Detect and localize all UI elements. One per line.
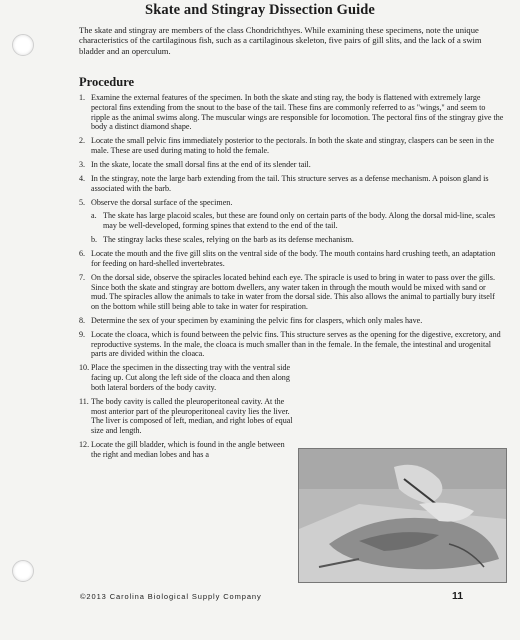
step-number: 6. [79, 249, 86, 259]
step-text: Observe the dorsal surface of the specimen. [91, 197, 233, 207]
step-text: Place the specimen in the dissecting tray with the ventral side facing up. Cut along the left side of the cloaca and then along both lateral borders of the body cavity. [91, 363, 291, 392]
step-text: On the dorsal side, observe the spiracles located behind each eye. The spiracle is used to bring in water to pass over the gills. Since both the skate and stingray are bottom dwellers, any water taken in through the mouth would be mixed with sand or mud. The spiracles allow the animals to take in water from the dorsal side. This also allows the animal to partially bury itself on the bottom while still being able to take in water for respiration. [91, 272, 495, 311]
step-text: Examine the external features of the specimen. In both the skate and sting ray, the body is flattened with extremely large pectoral fins extending from the snout to the base of the tail. These fins are commonly referred to as "wings," and seem to ripple as the animal swims along. The muscular wings are responsible for locomotion. The pectoral fins of the stingray give the body a distinct diamond shape. [91, 93, 504, 132]
procedure-list [79, 93, 504, 464]
substep-b [79, 235, 504, 245]
step-12 [79, 440, 296, 460]
step-number: 12. [79, 439, 90, 449]
step-1 [79, 93, 504, 132]
step-text: Determine the sex of your specimen by examining the pelvic fins for claspers, which only males have. [91, 315, 423, 325]
step-text: The body cavity is called the pleuroperitoneal cavity. At the most anterior part of the pleuroperitoneal cavity lies the liver. The liver is composed of left, median, and right lobes of equal size and length. [91, 396, 293, 435]
substep-a [79, 211, 504, 231]
step-text: Locate the gill bladder, which is found in the angle between the right and median lobes and has a [91, 439, 285, 459]
dissection-photo [298, 448, 507, 583]
step-number: 9. [79, 329, 86, 339]
step-number: 1. [79, 93, 86, 102]
intro-paragraph: The skate and stingray are members of the class Chondrichthyes. While examining these specimens, note the unique characteristics of the cartilaginous fish, such as a cartilaginous skeleton, five pairs of gill slits, and the lack of a swim bladder and an operculum. [79, 25, 482, 56]
substep-letter: b. [91, 235, 98, 245]
step-text: Locate the small pelvic fins immediately posterior to the pectorals. In both the skate and stingray, claspers can be seen in the male. These are used during mating to hold the female. [91, 136, 494, 155]
step-6 [79, 249, 504, 269]
step-number: 7. [79, 272, 86, 282]
step-10 [79, 363, 296, 392]
substep-text: The skate has large placoid scales, but these are found only on certain parts of the body. Along the dorsal mid-line, scales may be well-developed, forming spines that extend to the end of the tail. [103, 211, 496, 231]
step-number: 8. [79, 315, 86, 325]
dissection-photo-image [299, 449, 506, 582]
substep-letter: a. [91, 211, 97, 221]
step-8 [79, 316, 504, 326]
binder-hole [12, 34, 34, 56]
step-number: 3. [79, 159, 86, 169]
step-2 [79, 136, 504, 156]
step-number: 10. [79, 363, 90, 373]
step-4 [79, 174, 504, 194]
step-7 [79, 273, 504, 312]
step-text: Locate the mouth and the five gill slits on the ventral side of the body. The mouth contains hard crushing teeth, an adaptation for feeding on hard-shelled invertebrates. [91, 249, 496, 268]
page-title: Skate and Stingray Dissection Guide [145, 2, 375, 18]
procedure-heading: Procedure [79, 75, 135, 89]
step-text: In the skate, locate the small dorsal fins at the end of its slender tail. [91, 159, 311, 169]
step-11 [79, 397, 296, 436]
substep-text: The stingray lacks these scales, relying on the barb as its defense mechanism. [103, 235, 354, 245]
step-text: In the stingray, note the large barb extending from the tail. This structure serves as a defense mechanism. A poison gland is associated with the barb. [91, 173, 489, 193]
step-3 [79, 160, 504, 170]
step-number: 5. [79, 197, 86, 207]
step-number: 2. [79, 136, 86, 146]
step-9 [79, 330, 504, 359]
step-5 [79, 198, 504, 208]
copyright-text: ©2013 Carolina Biological Supply Company [80, 592, 262, 601]
step-text: Locate the cloaca, which is found between the pelvic fins. This structure serves as the opening for the digestive, excretory, and reproductive systems. In the male, the cloaca is much smaller than in the female. In the female, the intestinal and urogenital parts are divided within the cloaca. [91, 329, 501, 359]
binder-hole [12, 560, 34, 582]
page-number: 11 [452, 590, 464, 602]
step-number: 4. [79, 173, 86, 183]
step-number: 11. [79, 396, 89, 406]
